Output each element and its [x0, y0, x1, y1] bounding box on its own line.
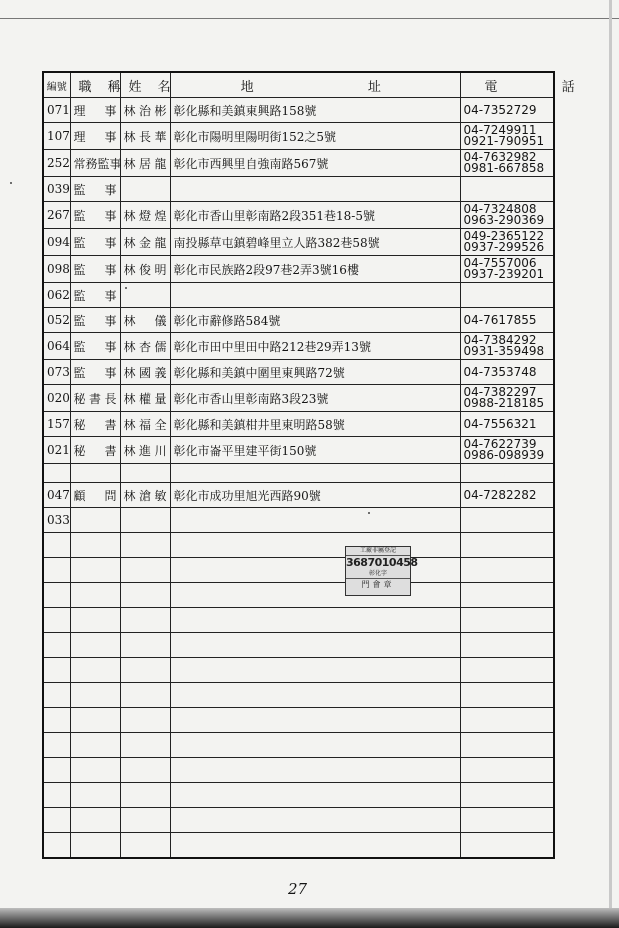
empty-cell: [43, 758, 70, 783]
phone-number: 04-7282282: [463, 487, 537, 502]
cell-number: 073: [43, 360, 70, 385]
empty-row: [43, 558, 554, 583]
empty-cell: [70, 608, 120, 633]
table-row: [43, 483, 554, 508]
cell-phone: [460, 437, 554, 464]
scan-speck: [125, 287, 127, 289]
cell-title: 理 事: [70, 98, 120, 123]
spacer-row: [43, 464, 554, 483]
cell-address: 彰化市西興里自強南路567號: [170, 150, 460, 177]
empty-cell: [70, 833, 120, 859]
cell-title: 監 事: [70, 308, 120, 333]
empty-cell: [43, 633, 70, 658]
empty-cell: [170, 658, 460, 683]
cell-phone: [460, 360, 554, 385]
empty-row: [43, 733, 554, 758]
cell-name: 林權量: [120, 385, 170, 412]
empty-cell: [460, 708, 554, 733]
phone-number: 0931-359498: [463, 344, 545, 358]
cell-title: 秘 書: [70, 437, 120, 464]
stamp-middle-text: 彰化字: [368, 570, 387, 577]
phone-number: 049-2365122: [463, 229, 545, 243]
cell-address: 彰化市崙平里建平街150號: [170, 437, 460, 464]
empty-cell: [70, 683, 120, 708]
table-row: [43, 308, 554, 333]
cell-title: 監 事: [70, 333, 120, 360]
cell-address: 彰化市田中里田中路212巷29弄13號: [170, 333, 460, 360]
table-row: [43, 333, 554, 360]
phone-number: 04-7353748: [463, 364, 537, 379]
cell-name: 林 儀: [120, 308, 170, 333]
cell-phone: [460, 98, 554, 123]
empty-cell: [43, 783, 70, 808]
empty-cell: [460, 464, 554, 483]
empty-cell: [170, 533, 460, 558]
cell-title: 秘 書: [70, 412, 120, 437]
empty-cell: [460, 533, 554, 558]
empty-cell: [170, 683, 460, 708]
cell-phone: [460, 123, 554, 150]
cell-title: [70, 508, 120, 533]
empty-cell: [70, 583, 120, 608]
empty-cell: [120, 464, 170, 483]
phone-number: 0988-218185: [463, 396, 545, 410]
cell-address: 彰化市香山里彰南路2段351巷18-5號: [170, 202, 460, 229]
empty-cell: [43, 608, 70, 633]
cell-title: 顧 問: [70, 483, 120, 508]
cell-number: 062: [43, 283, 70, 308]
cell-name: 林居龍: [120, 150, 170, 177]
empty-cell: [120, 783, 170, 808]
empty-cell: [70, 533, 120, 558]
header-address-left: 地: [240, 79, 254, 95]
empty-cell: [120, 808, 170, 833]
empty-cell: [120, 558, 170, 583]
table-row: [43, 360, 554, 385]
empty-row: [43, 833, 554, 859]
cell-phone: [460, 308, 554, 333]
phone-number: 04-7384292: [463, 333, 537, 347]
empty-cell: [70, 808, 120, 833]
phone-number: 0937-239201: [463, 267, 545, 281]
empty-row: [43, 758, 554, 783]
empty-cell: [460, 558, 554, 583]
empty-cell: [170, 608, 460, 633]
cell-phone: [460, 256, 554, 283]
table-row: [43, 150, 554, 177]
cell-address: 彰化市民族路2段97巷2弄3號16樓: [170, 256, 460, 283]
cell-name: 林國義: [120, 360, 170, 385]
empty-row: [43, 533, 554, 558]
table-row: [43, 256, 554, 283]
cell-address: 彰化縣和美鎮東興路158號: [170, 98, 460, 123]
empty-cell: [170, 633, 460, 658]
cell-title: 秘書長: [70, 385, 120, 412]
empty-cell: [43, 708, 70, 733]
cell-name: 林福全: [120, 412, 170, 437]
cell-number: 021: [43, 437, 70, 464]
empty-cell: [460, 633, 554, 658]
phone-number: 0963-290369: [463, 213, 545, 227]
empty-cell: [43, 733, 70, 758]
phone-number: 04-7622739: [463, 437, 537, 451]
stamp-top-text: 工廠非屬登記: [346, 547, 410, 556]
cell-title: 理 事: [70, 123, 120, 150]
cell-name: 林金龍: [120, 229, 170, 256]
empty-row: [43, 683, 554, 708]
empty-cell: [43, 464, 70, 483]
phone-number: 0986-098939: [463, 448, 545, 462]
cell-address: [170, 508, 460, 533]
scan-speck: [10, 182, 12, 184]
phone-number: 0981-667858: [463, 161, 545, 175]
roster-body: [43, 98, 554, 859]
cell-address: 彰化縣和美鎮中圍里東興路72號: [170, 360, 460, 385]
page-bottom-shadow: [0, 908, 619, 928]
cell-name: 林長華: [120, 123, 170, 150]
empty-cell: [460, 808, 554, 833]
empty-cell: [120, 708, 170, 733]
cell-name: [120, 177, 170, 202]
empty-cell: [70, 758, 120, 783]
table-row: [43, 202, 554, 229]
cell-address: 彰化市香山里彰南路3段23號: [170, 385, 460, 412]
table-row: [43, 385, 554, 412]
cell-name: 林燈煌: [120, 202, 170, 229]
cell-phone: [460, 177, 554, 202]
empty-cell: [120, 583, 170, 608]
phone-number: 04-7324808: [463, 202, 537, 216]
empty-cell: [70, 558, 120, 583]
cell-name: [120, 283, 170, 308]
header-phone: 電 話: [460, 72, 554, 98]
cell-address: 彰化市陽明里陽明街152之5號: [170, 123, 460, 150]
empty-cell: [170, 708, 460, 733]
phone-number: 04-7352729: [463, 102, 537, 117]
table-row: [43, 283, 554, 308]
table-row: [43, 508, 554, 533]
cell-phone: [460, 229, 554, 256]
empty-cell: [120, 633, 170, 658]
table-row: [43, 98, 554, 123]
empty-cell: [170, 808, 460, 833]
cell-number: 020: [43, 385, 70, 412]
empty-cell: [43, 533, 70, 558]
phone-number: 04-7557006: [463, 256, 537, 270]
empty-cell: [43, 558, 70, 583]
cell-title: 監 事: [70, 283, 120, 308]
phone-number: 04-7249911: [463, 123, 537, 137]
empty-cell: [120, 733, 170, 758]
empty-cell: [460, 833, 554, 859]
empty-cell: [70, 464, 120, 483]
cell-number: 039: [43, 177, 70, 202]
empty-cell: [43, 683, 70, 708]
empty-cell: [170, 583, 460, 608]
cell-name: 林進川: [120, 437, 170, 464]
cell-address: [170, 283, 460, 308]
phone-number: 0937-299526: [463, 240, 545, 254]
empty-cell: [170, 758, 460, 783]
cell-number: 252: [43, 150, 70, 177]
cell-title: 監 事: [70, 177, 120, 202]
empty-cell: [43, 658, 70, 683]
cell-name: 林治彬: [120, 98, 170, 123]
cell-number: 064: [43, 333, 70, 360]
cell-number: 107: [43, 123, 70, 150]
empty-cell: [460, 783, 554, 808]
cell-name: 林俊明: [120, 256, 170, 283]
table-row: [43, 437, 554, 464]
cell-phone: [460, 483, 554, 508]
table-row: [43, 229, 554, 256]
cell-phone: [460, 508, 554, 533]
empty-row: [43, 658, 554, 683]
cell-address: 彰化市成功里旭光西路90號: [170, 483, 460, 508]
empty-cell: [120, 833, 170, 859]
member-roster-table: [42, 71, 605, 859]
empty-cell: [43, 583, 70, 608]
header-number: 編號: [43, 72, 70, 98]
cell-phone: [460, 202, 554, 229]
phone-number: 04-7632982: [463, 150, 537, 164]
stamp-number: 3687010458: [346, 556, 418, 569]
cell-title: 監 事: [70, 202, 120, 229]
cell-number: 047: [43, 483, 70, 508]
empty-cell: [120, 683, 170, 708]
phone-number: 04-7617855: [463, 312, 537, 327]
header-address: [170, 72, 460, 98]
cell-number: 157: [43, 412, 70, 437]
header-address-right: 址: [367, 79, 381, 95]
table-header-row: [43, 72, 554, 98]
phone-number: 04-7382297: [463, 385, 537, 399]
empty-cell: [460, 733, 554, 758]
empty-cell: [70, 733, 120, 758]
cell-address: [170, 177, 460, 202]
cell-number: 033: [43, 508, 70, 533]
cell-title: 監 事: [70, 360, 120, 385]
empty-cell: [170, 833, 460, 859]
cell-phone: [460, 150, 554, 177]
cell-address: 彰化市辭修路584號: [170, 308, 460, 333]
cell-phone: [460, 333, 554, 360]
cell-title: 常務監事: [70, 150, 120, 177]
empty-cell: [120, 658, 170, 683]
page-top-line: [0, 18, 619, 19]
table-row: [43, 123, 554, 150]
empty-cell: [460, 758, 554, 783]
phone-number: 0921-790951: [463, 134, 545, 148]
phone-number: 04-7556321: [463, 416, 537, 431]
cell-title: 監 事: [70, 229, 120, 256]
official-stamp: [345, 546, 418, 596]
empty-cell: [170, 783, 460, 808]
empty-cell: [70, 783, 120, 808]
empty-cell: [70, 708, 120, 733]
cell-number: 098: [43, 256, 70, 283]
empty-cell: [70, 658, 120, 683]
cell-name: [120, 508, 170, 533]
scan-speck: [368, 512, 370, 514]
empty-cell: [460, 608, 554, 633]
empty-cell: [43, 808, 70, 833]
cell-name: 林杏儒: [120, 333, 170, 360]
page-edge: [609, 0, 612, 928]
header-title: 職 稱: [70, 72, 120, 98]
cell-address: 彰化縣和美鎮柑井里東明路58號: [170, 412, 460, 437]
empty-cell: [460, 683, 554, 708]
cell-phone: [460, 385, 554, 412]
cell-number: 267: [43, 202, 70, 229]
cell-phone: [460, 412, 554, 437]
cell-title: 監 事: [70, 256, 120, 283]
empty-row: [43, 783, 554, 808]
cell-name: 林滄敏: [120, 483, 170, 508]
empty-cell: [120, 533, 170, 558]
empty-cell: [120, 608, 170, 633]
empty-row: [43, 583, 554, 608]
empty-cell: [120, 758, 170, 783]
cell-address: 南投縣草屯鎮碧峰里立人路382巷58號: [170, 229, 460, 256]
stamp-bottom-text: 門會章: [346, 578, 410, 591]
empty-cell: [170, 733, 460, 758]
empty-row: [43, 808, 554, 833]
empty-row: [43, 708, 554, 733]
table-row: [43, 177, 554, 202]
table-row: [43, 412, 554, 437]
empty-cell: [460, 658, 554, 683]
empty-cell: [460, 583, 554, 608]
empty-row: [43, 608, 554, 633]
page-number: 27: [288, 880, 308, 898]
header-name: 姓 名: [120, 72, 170, 98]
empty-cell: [43, 833, 70, 859]
cell-number: 094: [43, 229, 70, 256]
empty-cell: [170, 464, 460, 483]
cell-number: 052: [43, 308, 70, 333]
empty-cell: [70, 633, 120, 658]
empty-row: [43, 633, 554, 658]
cell-number: 071: [43, 98, 70, 123]
cell-phone: [460, 283, 554, 308]
